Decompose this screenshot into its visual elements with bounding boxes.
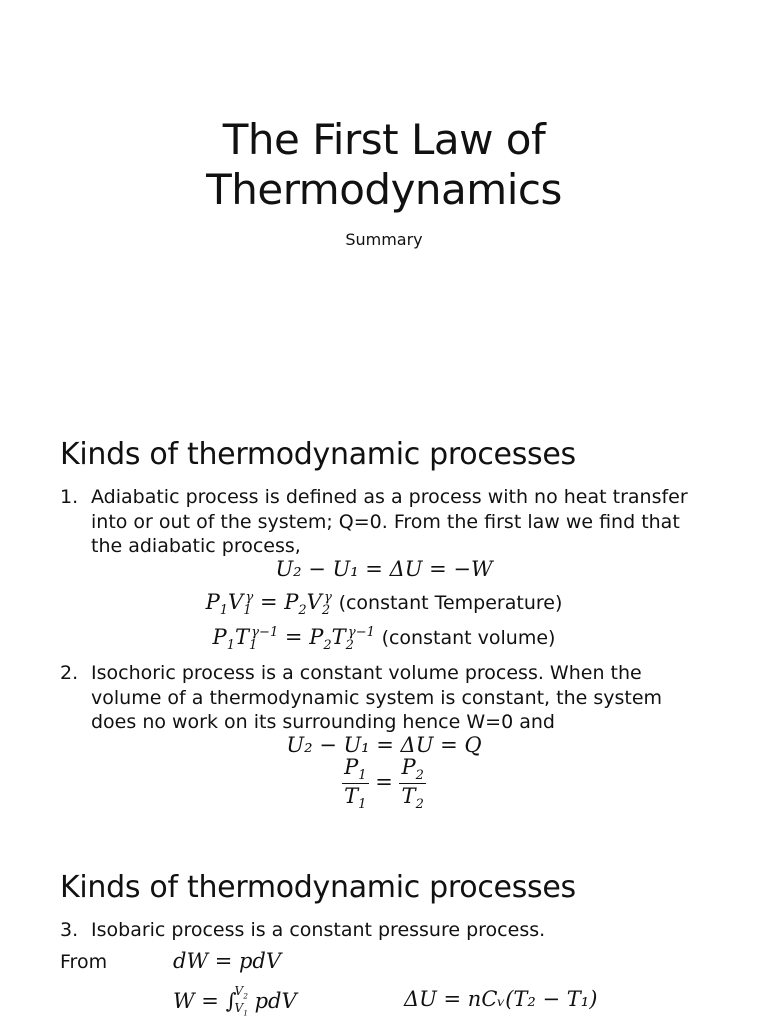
equation-adiabatic-pt: $P_1T_1^{\gamma-1} = P_2T_2^{\gamma-1}$ (constant volume) xyxy=(212,625,556,654)
equation-isobaric-work-integral: W = ∫ $V_2$ $V_1$ pdV xyxy=(173,984,297,1018)
list-item-3 xyxy=(60,918,710,943)
from-label: From xyxy=(60,951,108,973)
list-item-number: 2. xyxy=(60,662,79,684)
equation-isobaric-internal-energy: ΔU = nCᵥ(T₂ − T₁) xyxy=(404,987,598,1011)
list-item-1 xyxy=(60,485,710,559)
list-item-text: Adiabatic process is defined as a process with no heat transfer into or out of the system; Q=0. From the first law we find that the adiabatic process, xyxy=(91,486,688,557)
slide-subtitle: Summary xyxy=(345,230,423,249)
equation-adiabatic-energy: U₂ − U₁ = ΔU = −W xyxy=(275,557,493,581)
title-line-1: The First Law of xyxy=(222,115,546,164)
list-item-text: Isobaric process is a constant pressure process. xyxy=(91,919,546,941)
equation-isochoric-energy: U₂ − U₁ = ΔU = Q xyxy=(286,733,482,757)
section-heading-2: Kinds of thermodynamic processes xyxy=(60,870,576,905)
list-item-2 xyxy=(60,661,710,735)
slide-title xyxy=(0,115,768,215)
list-item-text: Isochoric process is a constant volume process. When the volume of a thermodynamic system is constant, the system does no work on its surrounding hence W=0 and xyxy=(91,662,663,733)
title-slide xyxy=(0,0,768,420)
title-line-2: Thermodynamics xyxy=(206,165,562,214)
equation-note: (constant volume) xyxy=(381,627,556,649)
equation-isochoric-ratio: $\frac{P_1}{T_1}$ = $\frac{P_2}{T_2}$ xyxy=(344,755,424,813)
equation-adiabatic-pv: $P_1V_1^\gamma = P_2V_2^\gamma$ (constant Temperature) xyxy=(205,590,563,619)
list-item-number: 3. xyxy=(60,919,79,941)
list-item-number: 1. xyxy=(60,486,79,508)
section-heading-1: Kinds of thermodynamic processes xyxy=(60,437,576,472)
equation-isobaric-work-differential: dW = pdV xyxy=(173,949,282,973)
equation-note: (constant Temperature) xyxy=(338,592,563,614)
